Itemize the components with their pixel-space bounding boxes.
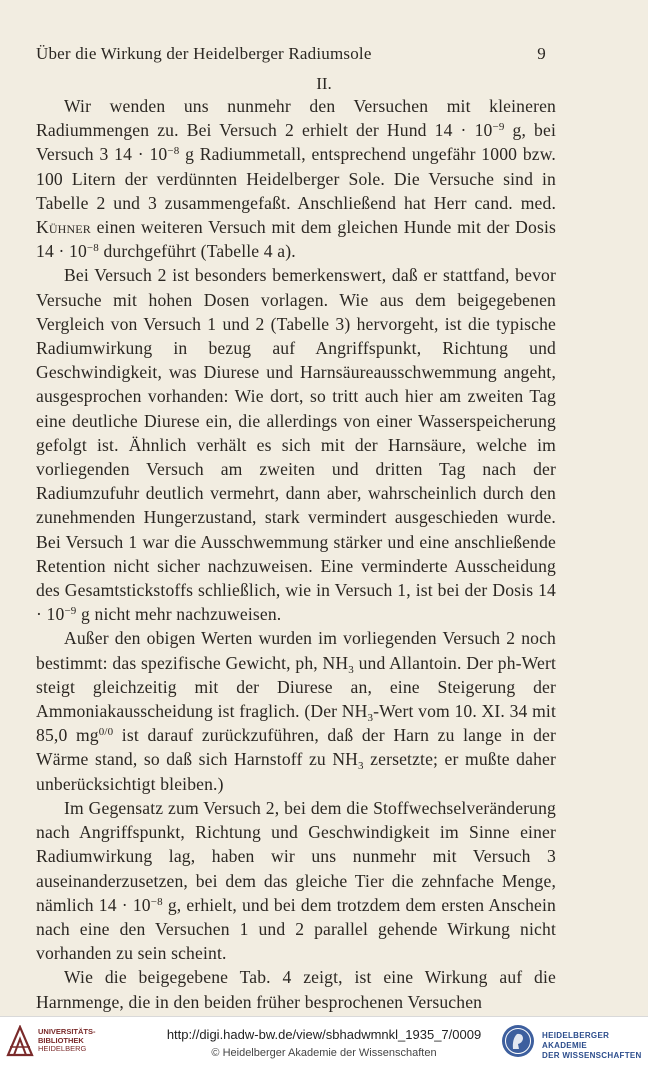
- subscript: 3: [358, 760, 364, 773]
- text-run: einen weiteren Versuch mit dem gleichen Hunde mit der Dosis 14 · 10: [36, 217, 556, 262]
- text-run: g Radiummetall, entsprechend ungefähr 1000 bzw. 100 Litern der verdünnten Heidelberger Sole. Die Versuche sind in Tabelle 2 und 3 zusammengefaßt. Anschließend hat Herr cand. med.: [36, 144, 556, 213]
- paragraph-2: [36, 263, 556, 626]
- page-number: 9: [537, 44, 546, 63]
- exponent: −8: [167, 145, 180, 158]
- academy-line: DER WISSENSCHAFTEN: [542, 1051, 642, 1060]
- per-mille-sign: 0/0: [98, 726, 114, 739]
- academy-name: [542, 1031, 648, 1061]
- text-run: Bei Versuch 2 ist besonders bemerkenswert, daß er stattfand, bevor Versuche mit hohen Dosen vorlagen. Wie aus dem beigegebenen Vergleich von Versuch 1 und 2 (Tabelle 3) hervorgeht, ist die typische Radiumwirkung in bezug auf Angriffspunkt, Richtung und Geschwindigkeit, was Diurese und Harnsäureausschwemmung angeht, ausgesprochen vorhanden: Wie dort, so tritt auch hier am zweiten Tag eine deutliche Diurese ein, die allerdings von einer Wasserspeicherung gefolgt ist. Ähnlich verhält es sich mit der Harnsäure, welche im vorliegenden Versuch am zweiten und dritten Tag nach der Radiumzufuhr deutlich vermehrt, dann aber, wahrscheinlich durch den zunehmenden Hungerzustand, stark vermindert ausgeschieden wurde. Bei Versuch 1 war die Ausschwemmung stärker und eine anschließende Retention nicht sicher nachzuweisen. Eine verminderte Ausscheidung des Gesamtstickstoffs schließlich, wie in Versuch 1, ist bei der Dosis 14 · 10: [36, 265, 556, 625]
- text-run: und Allantoin. Der ph-Wert steigt gleichzeitig mit der Diurese an, eine Steigerung der Ammoniakausscheidung ist fraglich. (Der NH: [36, 652, 556, 722]
- copyright-notice: © Heidelberger Akademie der Wissenschaften: [211, 1047, 437, 1059]
- author-name: Kühner: [36, 217, 91, 238]
- text-run: Wir wenden uns nunmehr den Versuchen mit kleineren Radiummengen zu. Bei Versuch 2 erhielt der Hund 14 · 10: [36, 96, 556, 141]
- exponent: −8: [150, 895, 163, 908]
- section-heading: II.: [316, 74, 332, 93]
- text-run: g, bei Versuch 3 14 · 10: [36, 120, 556, 165]
- text-run: Außer den obigen Werten wurden im vorliegenden Versuch 2 noch bestimmt: das spezifische Gewicht, ph, NH: [36, 628, 556, 673]
- exponent: −8: [86, 242, 99, 255]
- text-run: Wie die beigegebene Tab. 4 zeigt, ist eine Wirkung auf die Harnmenge, die in den beiden früher besprochenen Versuchen: [36, 967, 556, 1012]
- permalink[interactable]: http://digi.hadw-bw.de/view/sbhadwmnkl_1935_7/0009: [166, 1027, 482, 1042]
- library-line: BIBLIOTHEK: [38, 1035, 84, 1045]
- text-run: ist darauf zurückzuführen, daß der Harn zu lange in der Wärme stand, so daß sich Harnstoff zu NH: [36, 725, 556, 770]
- paragraph-1: [36, 94, 556, 263]
- exponent: −9: [64, 605, 77, 618]
- viewer-footer: [0, 1016, 648, 1065]
- text-run: g, erhielt, und bei dem trotzdem dem ersten Anschein nach eine den Versuchen 1 und 2 parallel gehende Wirkung nicht vorhanden zu sein scheint.: [36, 894, 556, 964]
- library-line: UNIVERSITÄTS-: [38, 1027, 96, 1036]
- running-header: [36, 44, 546, 68]
- text-run: Im Gegensatz zum Versuch 2, bei dem die Stoffwechselveränderung nach Angriffspunkt, Richtung und Geschwindigkeit im Sinne einer Radiumwirkung lag, haben wir uns nunmehr mit Versuch 3 auseinanderzusetzen, bei dem das gleiche Tier die zehnfache Menge, nämlich 14 · 10: [36, 797, 556, 915]
- text-run: -Wert vom 10. XI. 34 mit 85,0 mg: [36, 701, 556, 746]
- text-run: zersetzte; er mußte daher unberücksichtigt bleiben.): [36, 749, 557, 794]
- exponent: −9: [492, 121, 505, 134]
- body-text: [36, 94, 556, 1014]
- subscript: 3: [367, 712, 374, 725]
- running-title: Über die Wirkung der Heidelberger Radiumsole: [36, 44, 372, 63]
- subscript: 3: [348, 663, 354, 676]
- academy-seal-icon[interactable]: [500, 1023, 536, 1059]
- paragraph-5: [36, 965, 556, 1013]
- text-run: g nicht mehr nachzuweisen.: [76, 604, 282, 625]
- paragraph-4: [36, 796, 556, 965]
- text-run: durchgeführt (Tabelle 4 a).: [98, 241, 296, 262]
- paragraph-3: [36, 626, 556, 795]
- academy-line: HEIDELBERGER AKADEMIE: [542, 1031, 610, 1050]
- library-line: HEIDELBERG: [38, 1044, 87, 1053]
